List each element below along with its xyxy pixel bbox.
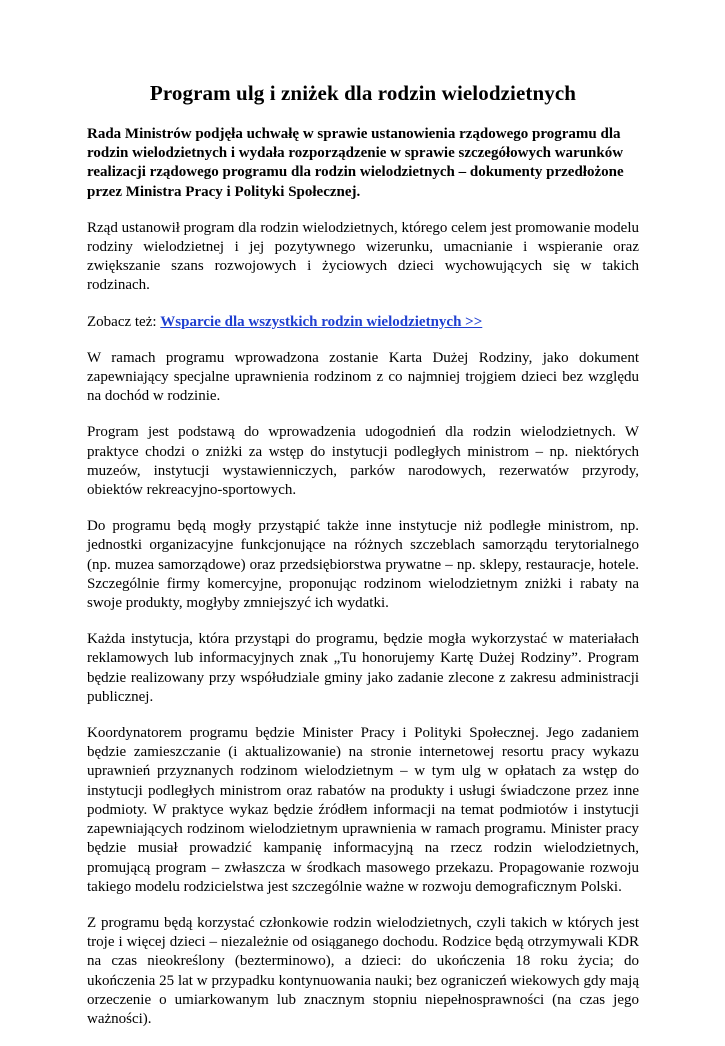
- paragraph-karta-duzej-rodziny: W ramach programu wprowadzona zostanie Karta Dużej Rodziny, jako dokument zapewniający specjalne uprawnienia rodzinom z co najmniej trojgiem dzieci bez względu na dochód w rodzinie.: [87, 349, 639, 405]
- see-also: [87, 313, 639, 332]
- paragraph-institution-sign: Każda instytucja, która przystąpi do programu, będzie mogła wykorzystać w materiałach reklamowych lub informacyjnych znak „Tu honorujemy Kartę Dużej Rodziny”. Program będzie realizowany przy współudziale gminy jako zadanie zlecone z zakresu administracji publicznej.: [87, 631, 639, 705]
- paragraph-coordinator: Koordynatorem programu będzie Minister Pracy i Polityki Społecznej. Jego zadaniem będzie zamieszczanie (i aktualizowanie) na stronie internetowej resortu pracy wykazu uprawnień przyznanych rodzinom wielodzietnym – w tym ulg w opłatach za wstęp do instytucji podległych ministrom oraz rabatów na produkty i usługi świadczone przez inne podmioty. W praktyce wykaz będzie źródłem informacji na temat podmiotów i instytucji zapewniających rodzinom wielodzietnym uprawnienia w ramach programu. Minister pracy będzie musiał prowadzić kampanię informacyjną na rzecz rodzin wielodzietnych, promującą program – zwłaszcza w środkach masowego przekazu. Propagowanie rozwoju takiego modelu rodzicielstwa jest szczególnie ważne w rozwoju demograficznym Polski.: [87, 725, 639, 895]
- paragraph-beneficiaries: Z programu będą korzystać członkowie rodzin wielodzietnych, czyli takich w których jest troje i więcej dzieci – niezależnie od osiąganego dochodu. Rodzice będą otrzymywali KDR na czas nieokreślony (bezterminowo), a dzieci: do ukończenia 18 roku życia; do ukończenia 25 lat w przypadku kontynuowania nauki; bez ograniczeń wiekowych gdy mają orzeczenie o umiarkowanym lub znacznym stopniu niepełnosprawności (na czas jego ważności).: [87, 914, 639, 1027]
- paragraph-program-goal: Rząd ustanowił program dla rodzin wielodzietnych, którego celem jest promowanie modelu rodziny wielodzietnej i jej pozytywnego wizerunku, umacnianie i wspieranie oraz zwiększanie szans rozwojowych i życiowych dzieci wychowujących się w takich rodzinach.: [87, 219, 639, 294]
- lead-paragraph: Rada Ministrów podjęła uchwałę w sprawie ustanowienia rządowego programu dla rodzin wielodzietnych i wydała rozporządzenie w sprawie szczegółowych warunków realizacji rządowego programu dla rodzin wielodzietnych – dokumenty przedłożone przez Ministra Pracy i Polityki Społecznej.: [87, 126, 624, 200]
- paragraph-other-institutions: Do programu będą mogły przystąpić także inne instytucje niż podległe ministrom, np. jednostki organizacyjne funkcjonujące na różnych szczeblach samorządu terytorialnego (np. muzea samorządowe) oraz przedsiębiorstwa prywatne – np. sklepy, restauracje, hotele. Szczególnie firmy komercyjne, proponując rodzinom wielodzietnym zniżki i rabaty na swoje produkty, mogłyby zmniejszyć ich wydatki.: [87, 518, 639, 612]
- paragraph-discounts: Program jest podstawą do wprowadzenia udogodnień dla rodzin wielodzietnych. W praktyce chodzi o zniżki za wstęp do instytucji podległych ministrom – np. niektórych muzeów, instytucji wystawienniczych, parków narodowych, rezerwatów przyrody, obiektów rekreacyjno-sportowych.: [87, 424, 639, 499]
- see-also-link[interactable]: Wsparcie dla wszystkich rodzin wielodzietnych >>: [160, 313, 483, 330]
- document-title: Program ulg i zniżek dla rodzin wielodzietnych: [149, 81, 577, 105]
- document-page: [87, 80, 639, 1046]
- see-also-prefix: Zobacz też:: [87, 313, 161, 330]
